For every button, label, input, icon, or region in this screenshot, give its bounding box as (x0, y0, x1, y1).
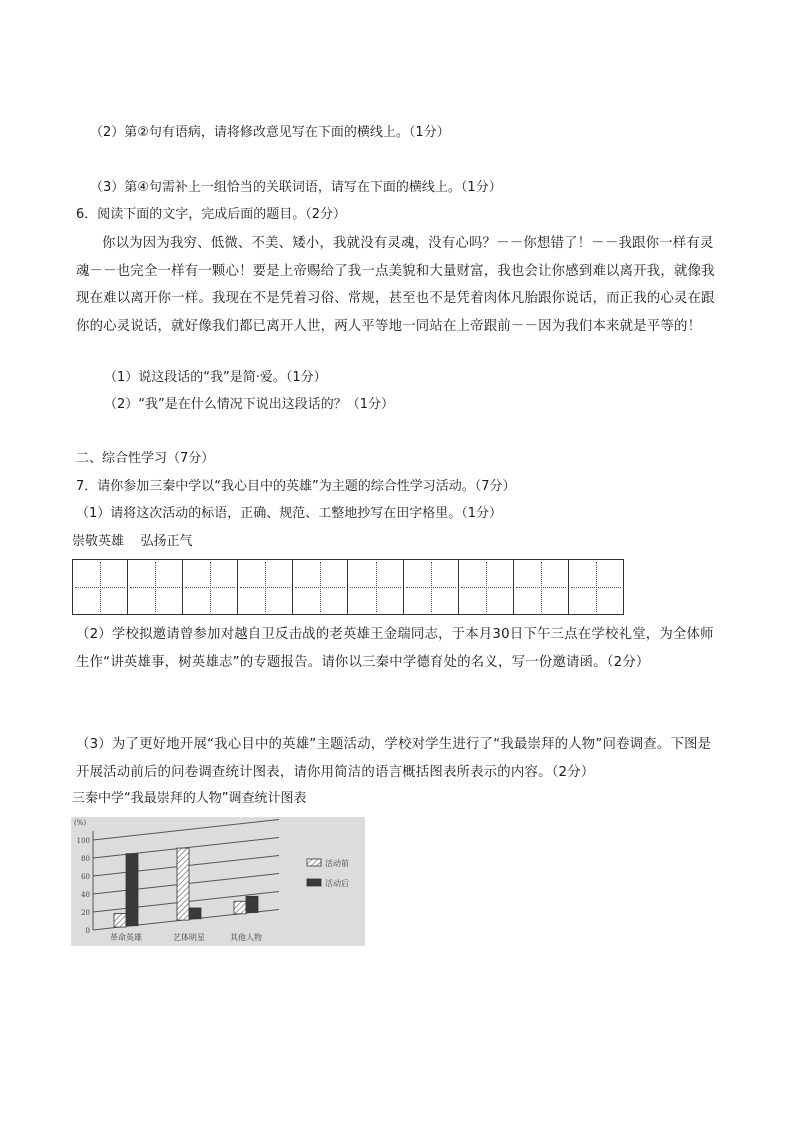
x-tick-label: 革命英雄 (110, 933, 142, 942)
bar-after (189, 908, 201, 919)
question-6-title: 6．阅读下面的文字，完成后面的题目。（2分） (76, 207, 347, 222)
jane-eyre-passage: 你以为因为我穷、低微、不美、矮小，我就没有灵魂，没有心吗？－－你想错了！－－我跟你一样有灵魂－－也完全一样有一颗心！要是上帝赐给了我一点美貌和大量财富，我也会让你感到难以离开我，就像我现在难以离开你一样。我现在不是凭着习俗、常规，甚至也不是凭着肉体凡胎跟你说话，而正我的心灵在跟你的心灵说话，就好像我们都已离开人世，两人平等地一同站在上帝跟前－－因为我们本来就是平等的！ (76, 236, 715, 334)
gridline (93, 820, 279, 840)
question-7-1: （1）请将这次活动的标语，正确、规范、工整地抄写在田字格里。（1分） (76, 506, 503, 521)
bar-before (234, 901, 246, 914)
chart-caption: 三秦中学“我最崇拜的人物”调查统计图表 (72, 791, 307, 806)
grid-cell[interactable] (293, 560, 348, 614)
legend-label: 活动前 (325, 859, 349, 868)
bar-after (246, 896, 258, 912)
bar-after (126, 854, 138, 926)
question-6-2: （2）“我”是在什么情况下说出这段话的？（1分） (104, 397, 395, 412)
question-7-2: （2）学校拟邀请曾参加对越自卫反击战的老英雄王金瑞同志，于本月30日下午三点在学校礼堂，为全体师生作“讲英雄事，树英雄志”的专题报告。请你以三秦中学德育处的名义，写一份邀请函。（2分） (76, 627, 714, 670)
survey-chart-svg (71, 817, 365, 946)
y-axis-label: (%) (74, 819, 87, 827)
x-tick-label: 其他人物 (230, 933, 262, 942)
y-tick-label: 0 (85, 927, 90, 935)
y-tick-label: 80 (81, 855, 90, 863)
grid-cell[interactable] (569, 560, 623, 614)
question-7-title: 7．请你参加三秦中学以“我心目中的英雄”为主题的综合性学习活动。（7分） (76, 479, 516, 494)
grid-cell[interactable] (183, 560, 238, 614)
section-2-heading: 二、综合性学习（7分） (76, 451, 215, 466)
legend-swatch (307, 879, 321, 886)
y-tick-label: 100 (76, 837, 90, 845)
legend-swatch (307, 859, 321, 866)
tianzige-grid[interactable] (72, 559, 624, 615)
legend-label: 活动后 (325, 879, 349, 888)
bar-before (114, 914, 126, 928)
bar-before (177, 848, 189, 920)
grid-cell[interactable] (238, 560, 293, 614)
grid-cell[interactable] (459, 560, 514, 614)
slogan-text: 崇敬英雄 弘扬正气 (72, 534, 193, 549)
grid-cell[interactable] (348, 560, 403, 614)
survey-chart (71, 817, 365, 946)
grid-cell[interactable] (128, 560, 183, 614)
grid-cell[interactable] (404, 560, 459, 614)
question-5-2: （2）第②句有语病，请将修改意见写在下面的横线上。（1分） (90, 125, 450, 140)
grid-cell[interactable] (514, 560, 569, 614)
y-tick-label: 40 (81, 891, 90, 899)
question-7-3: （3）为了更好地开展“我心目中的英雄”主题活动，学校对学生进行了“我最崇拜的人物”问卷调查。下图是开展活动前后的问卷调查统计图表，请你用简洁的语言概括图表所表示的内容。（2分） (76, 737, 712, 780)
question-6-1: （1）说这段话的“我”是简·爱。（1分） (104, 370, 327, 385)
grid-cell[interactable] (73, 560, 128, 614)
question-5-3: （3）第④句需补上一组恰当的关联词语，请写在下面的横线上。（1分） (90, 180, 502, 195)
y-tick-label: 20 (81, 909, 90, 917)
x-tick-label: 艺体明星 (173, 933, 205, 942)
y-tick-label: 60 (81, 873, 90, 881)
